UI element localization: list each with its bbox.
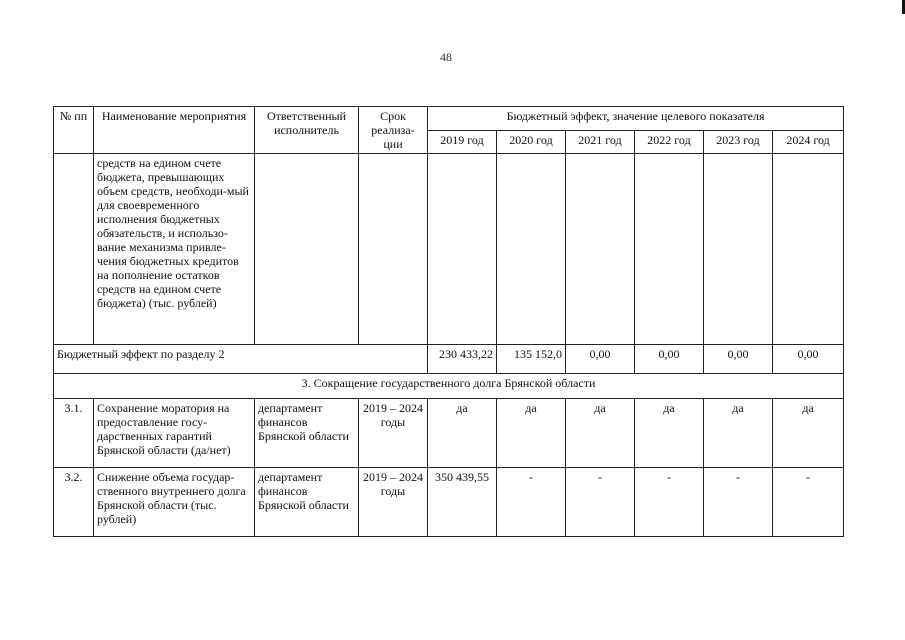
header-term: Срок реализа-ции bbox=[359, 107, 428, 154]
year-value: 350 439,55 bbox=[428, 468, 497, 537]
total-value: 0,00 bbox=[704, 345, 773, 374]
term: 2019 – 2024 годы bbox=[359, 399, 428, 468]
year-value: - bbox=[635, 468, 704, 537]
total-value: 135 152,0 bbox=[497, 345, 566, 374]
measure-name: Сохранение моратория на предоставление госу-дарственных гарантий Брянской области (да/нет) bbox=[94, 399, 255, 468]
header-no: № пп bbox=[54, 107, 94, 154]
header-year: 2019 год bbox=[428, 130, 497, 154]
responsible: департамент финансов Брянской области bbox=[255, 399, 359, 468]
year-value: да bbox=[428, 399, 497, 468]
year-value: да bbox=[773, 399, 844, 468]
year-value: да bbox=[635, 399, 704, 468]
table-row bbox=[54, 154, 844, 345]
header-responsible: Ответственный исполнитель bbox=[255, 107, 359, 154]
row-no: 3.1. bbox=[54, 399, 94, 468]
total-value: 230 433,22 bbox=[428, 345, 497, 374]
header-year: 2024 год bbox=[773, 130, 844, 154]
term: 2019 – 2024 годы bbox=[359, 468, 428, 537]
table-row bbox=[54, 468, 844, 537]
responsible: департамент финансов Брянской области bbox=[255, 468, 359, 537]
year-value: да bbox=[704, 399, 773, 468]
header-year: 2020 год bbox=[497, 130, 566, 154]
table-row bbox=[54, 399, 844, 468]
row-no: 3.2. bbox=[54, 468, 94, 537]
year-value: да bbox=[497, 399, 566, 468]
year-value: - bbox=[773, 468, 844, 537]
header-name: Наименование мероприятия bbox=[94, 107, 255, 154]
header-effect: Бюджетный эффект, значение целевого показателя bbox=[428, 107, 844, 131]
year-value: - bbox=[497, 468, 566, 537]
header-year: 2021 год bbox=[566, 130, 635, 154]
page-number: 48 bbox=[440, 50, 452, 64]
total-label: Бюджетный эффект по разделу 2 bbox=[54, 345, 428, 374]
header-year: 2022 год bbox=[635, 130, 704, 154]
budget-table bbox=[53, 106, 844, 537]
total-value: 0,00 bbox=[635, 345, 704, 374]
measure-name: Снижение объема государ-ственного внутреннего долга Брянской области (тыс. рублей) bbox=[94, 468, 255, 537]
year-value: - bbox=[566, 468, 635, 537]
year-value: да bbox=[566, 399, 635, 468]
section-row bbox=[54, 374, 844, 399]
total-row bbox=[54, 345, 844, 374]
year-value: - bbox=[704, 468, 773, 537]
measure-name: средств на едином счете бюджета, превышающих объем средств, необходи-мый для своевременного исполнения бюджетных обязательств, и использо-вание механизма привле-чения бюджетных кредитов на пополнение остатков средств на едином счете бюджета) (тыс. рублей) bbox=[94, 154, 255, 345]
total-value: 0,00 bbox=[566, 345, 635, 374]
header-row bbox=[54, 107, 844, 131]
section-title: 3. Сокращение государственного долга Брянской области bbox=[54, 374, 844, 399]
header-year: 2023 год bbox=[704, 130, 773, 154]
total-value: 0,00 bbox=[773, 345, 844, 374]
